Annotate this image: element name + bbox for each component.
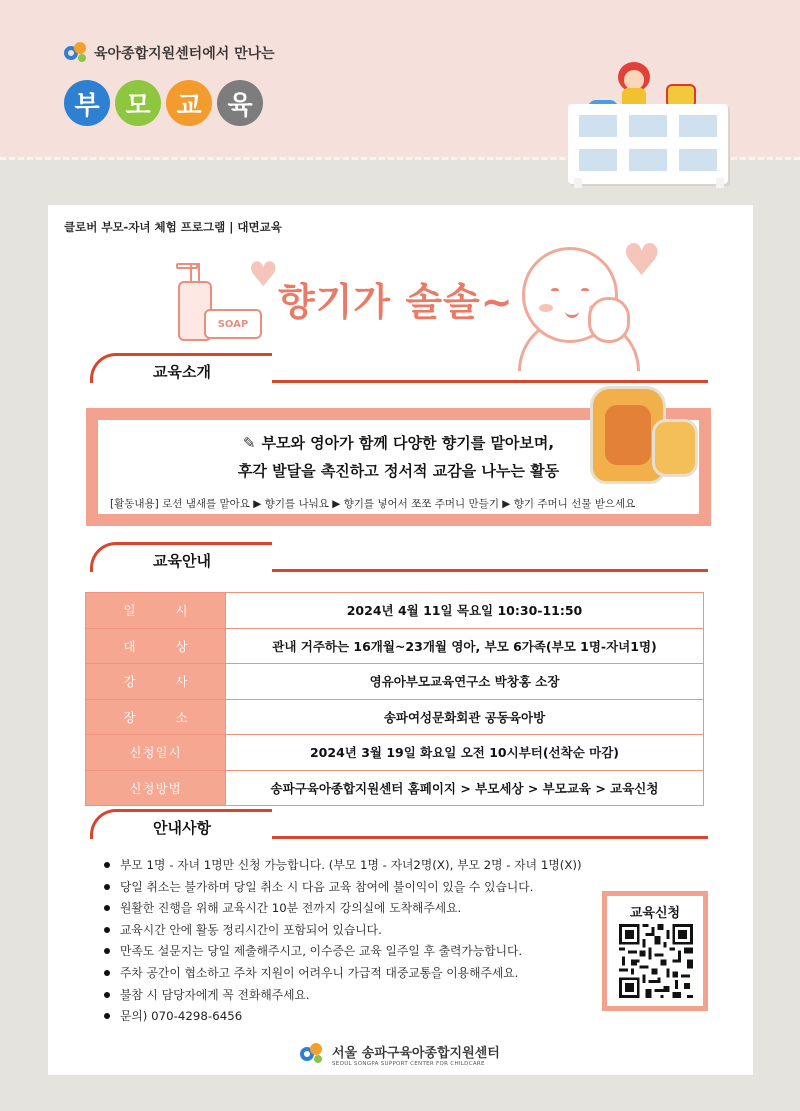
list-item: 교육시간 안에 활동 정리시간이 포함되어 있습니다. bbox=[104, 920, 582, 942]
shelf-leg bbox=[574, 178, 582, 188]
qr-signup-box[interactable] bbox=[602, 891, 708, 1011]
activity-steps: [활동내용] 로션 냄새를 맡아요 ▶ 향기를 나눠요 ▶ 향기를 넣어서 쪼쪼 주머니 만들기 ▶ 향기 주머니 선물 받으세요 bbox=[110, 498, 636, 510]
list-item: 문의) 070-4298-6456 bbox=[104, 1006, 582, 1028]
baby-hand-illustration bbox=[588, 297, 630, 343]
flyer-card bbox=[48, 205, 753, 1075]
row-label: 신청방법 bbox=[86, 770, 226, 806]
row-label: 대 상 bbox=[86, 628, 226, 664]
header-title bbox=[64, 80, 263, 126]
guide-table bbox=[85, 592, 704, 806]
row-label: 강 사 bbox=[86, 664, 226, 700]
program-category: 클로버 부모-자녀 체험 프로그램 | 대면교육 bbox=[64, 220, 282, 234]
qr-code-icon[interactable] bbox=[619, 924, 693, 998]
intro-section-heading bbox=[90, 353, 708, 383]
footer-name-en: SEOUL SONGPA SUPPORT CENTER FOR CHILDCARE bbox=[332, 1060, 485, 1067]
row-value: 송파여성문화회관 공동육아방 bbox=[226, 699, 704, 735]
title-char-1: 부 bbox=[64, 80, 110, 126]
table-row bbox=[86, 664, 704, 700]
intro-heading-text: 교육소개 bbox=[90, 353, 272, 383]
guide-heading-text: 교육안내 bbox=[90, 542, 272, 572]
heart-icon: ♥ bbox=[248, 255, 279, 295]
row-value: 2024년 3월 19일 화요일 오전 10시부터(선착순 마감) bbox=[226, 735, 704, 771]
guide-section-heading bbox=[90, 542, 708, 572]
list-item: 당일 취소는 불가하며 당일 취소 시 다음 교육 참여에 불이익이 있을 수 있습니다. bbox=[104, 877, 582, 899]
center-logo-icon bbox=[298, 1041, 326, 1067]
row-value: 송파구육아종합지원센터 홈페이지 > 부모세상 > 부모교육 > 교육신청 bbox=[226, 770, 704, 806]
table-row bbox=[86, 735, 704, 771]
table-row bbox=[86, 593, 704, 629]
list-item: 주차 공간이 협소하고 주차 지원이 어려우니 가급적 대중교통을 이용해주세요. bbox=[104, 963, 582, 985]
table-row bbox=[86, 770, 704, 806]
table-row bbox=[86, 699, 704, 735]
title-char-3: 교 bbox=[166, 80, 212, 126]
intro-line-1-text: 부모와 영아가 함께 다양한 향기를 맡아보며, bbox=[261, 434, 555, 452]
intro-line-2: 후각 발달을 촉진하고 정서적 교감을 나누는 활동 bbox=[237, 462, 560, 480]
list-item: 불참 시 담당자에게 꼭 전화해주세요. bbox=[104, 985, 582, 1007]
list-item: 원활한 진행을 위해 교육시간 10분 전까지 강의실에 도착해주세요. bbox=[104, 898, 582, 920]
row-value: 관내 거주하는 16개월~23개월 영아, 부모 6가족(부모 1명-자녀1명) bbox=[226, 628, 704, 664]
program-title: 향기가 솔솔~ bbox=[278, 280, 514, 324]
list-item: 부모 1명 - 자녀 1명만 신청 가능합니다. (부모 1명 - 자녀2명(X), 부모 2명 - 자녀 1명(X)) bbox=[104, 855, 582, 877]
center-logo-icon bbox=[62, 40, 90, 66]
row-label: 일 시 bbox=[86, 593, 226, 629]
list-item: 만족도 설문지는 당일 제출해주시고, 이수증은 교육 일주일 후 출력가능합니다. bbox=[104, 941, 582, 963]
pencil-icon: ✎ bbox=[242, 434, 256, 452]
center-logo-row bbox=[62, 40, 275, 66]
doll-illustration bbox=[612, 62, 656, 108]
footer-name-ko: 서울 송파구육아종합지원센터 bbox=[332, 1045, 500, 1061]
qr-title: 교육신청 bbox=[629, 906, 681, 921]
notes-list bbox=[104, 855, 582, 1028]
table-row bbox=[86, 628, 704, 664]
notes-heading-text: 안내사항 bbox=[90, 809, 272, 839]
heart-icon: ♥ bbox=[622, 235, 662, 286]
header-tagline: 육아종합지원센터에서 만나는 bbox=[94, 46, 275, 62]
toy-shelf-illustration bbox=[568, 104, 728, 184]
row-label: 장 소 bbox=[86, 699, 226, 735]
row-value: 2024년 4월 11일 목요일 10:30-11:50 bbox=[226, 593, 704, 629]
shelf-leg bbox=[716, 178, 724, 188]
scent-pouch-illustration bbox=[652, 419, 698, 477]
title-char-2: 모 bbox=[115, 80, 161, 126]
row-value: 영유아부모교육연구소 박창홍 소장 bbox=[226, 664, 704, 700]
row-label: 신청일시 bbox=[86, 735, 226, 771]
footer-logo bbox=[298, 1041, 500, 1067]
notes-section-heading bbox=[90, 809, 708, 839]
soap-bar-icon: SOAP bbox=[204, 309, 262, 339]
title-char-4: 육 bbox=[217, 80, 263, 126]
